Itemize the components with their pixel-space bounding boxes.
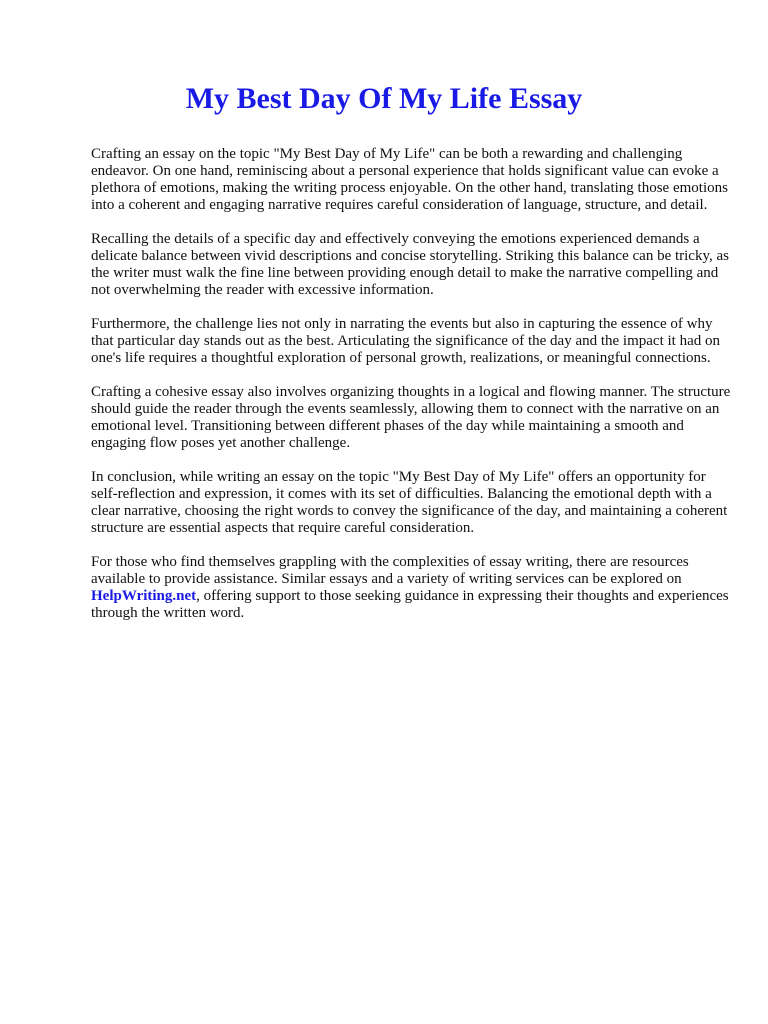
paragraph-3: Furthermore, the challenge lies not only in narrating the events but also in capturing the essence of why that particular day stands out as the best. Articulating the significance of the day and the impact it had on one's life requires a thoughtful exploration of personal growth, realizations, or meaningful connections. (91, 316, 720, 366)
paragraph-1: Crafting an essay on the topic "My Best Day of My Life" can be both a rewarding and challenging endeavor. On one hand, reminiscing about a personal experience that holds significant value can evoke a plethora of emotions, making the writing process enjoyable. On the other hand, translating those emotions into a coherent and engaging narrative requires careful consideration of language, structure, and detail. (91, 146, 728, 213)
paragraph-6 (91, 554, 731, 622)
paragraph-4: Crafting a cohesive essay also involves organizing thoughts in a logical and flowing manner. The structure should guide the reader through the events seamlessly, allowing them to connect with the narrative on an emotional level. Transitioning between different phases of the day while maintaining a smooth and engaging flow poses yet another challenge. (91, 384, 731, 451)
page-title: My Best Day Of My Life Essay (185, 82, 583, 115)
essay-body (91, 146, 731, 639)
paragraph-6-before-link: For those who find themselves grappling with the complexities of essay writing, there are resources available to provide assistance. Similar essays and a variety of writing services can be explored on (91, 554, 689, 587)
paragraph-5: In conclusion, while writing an essay on the topic "My Best Day of My Life" offers an opportunity for self-reflection and expression, it comes with its set of difficulties. Balancing the emotional depth with a clear narrative, choosing the right words to convey the significance of the day, and maintaining a coherent structure are essential aspects that require careful consideration. (91, 469, 728, 536)
helpwriting-link[interactable]: HelpWriting.net (91, 588, 197, 604)
paragraph-6-after-link: , offering support to those seeking guidance in expressing their thoughts and experiences through the written word. (91, 588, 729, 621)
paragraph-2: Recalling the details of a specific day and effectively conveying the emotions experienced demands a delicate balance between vivid descriptions and concise storytelling. Striking this balance can be tricky, as the writer must walk the fine line between providing enough detail to make the narrative compelling and not overwhelming the reader with excessive information. (91, 231, 729, 298)
